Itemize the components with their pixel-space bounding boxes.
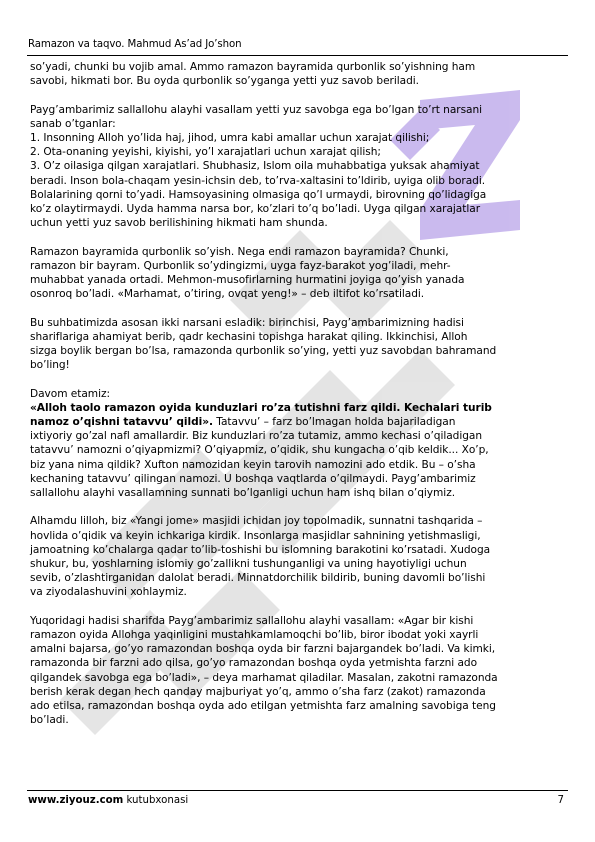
footer-credit [28, 795, 188, 806]
page-body [30, 60, 570, 742]
hadith-quote: «Alloh taolo ramazon oyida kunduzlari ro’za tutishni farz qildi. Kechalari turib [30, 401, 492, 414]
continue-label: Davom etamiz: [30, 387, 110, 400]
hadith-quote-end: namoz o’qishni tatavvu’ qildi». [30, 416, 213, 429]
page-number: 7 [557, 795, 564, 806]
paragraph: Payg’ambarimiz sallallohu alayhi vasallam yetti yuz savobga ega bo’lgan to’rt narsani sanab o’tganlar: 1. Insonning Alloh yo’lida haj, jihod, umra kabi amallar uchun xarajat qilishi; 2. Ota-onaning yeyishi, kiyishi, yo’l xarajatlari uchun xarajat qilish; 3. O’z oilasiga qilgan xarajatlari. Shubhasiz, Islom oila muhabbatiga yuksak ahamiyat beradi. Inson bola-chaqam yesin-ichsin deb, to’rva-xaltasini to’ldirib, uyiga olib boradi. Bolalarining qorni to’yadi. Hamsoyasining olmasiga qo’l urmaydi, birovning qo’lidagiga ko’z olaytirmaydi. Uyda hamma narsa bor, ko’zlari to’q bo’ladi. Uyga qilgan xarajatlar uchun yetti yuz savob berilishining hikmati ham shunda. [30, 103, 487, 230]
footer-rule [27, 790, 568, 791]
paragraph: so’yadi, chunki bu vojib amal. Ammo ramazon bayramida qurbonlik so’yishning ham savobi, hikmati bor. Bu oyda qurbonlik so’yganga yetti yuz savob beriladi. [30, 61, 476, 88]
footer-library-label: kutubxonasi [123, 795, 189, 806]
paragraph: Yuqoridagi hadisi sharifda Payg’ambarimiz sallallohu alayhi vasallam: «Agar bir kishi ramazon oyida Allohga yaqinligini mustahkamlamoqchi bo’lib, biror ibodat yoki xayrli amalni bajarsa, go’yo ramazondan boshqa oyda bir farzni bajargandek bo’ladi. Va kimki, ramazonda bir farzni ado qilsa, go’yo ramazondan boshqa oyda yetmishta farzni ado qilgandek savobga ega bo’ladi», – deya marhamat qiladilar. Masalan, zakotni ramazonda berish kerak degan hech qanday majburiyat yo’q, ammo o’sha farz (zakot) ramazonda ado etilsa, ramazondan boshqa oyda ado etilgan yetmishta farz amalning savobiga teng bo’ladi. [30, 614, 498, 727]
paragraph: Alhamdu lilloh, biz «Yangi jome» masjidi ichidan joy topolmadik, sunnatni tashqarida – hovlida o’qidik va keyin ichkariga kirdik. Insonlarga masjidlar sahnining yetishmasligi, jamoatning ko’chalarga qadar to’lib-toshishi bu islomning barakotini ko’rsatadi. Xudoga shukur, bu, yoshlarning islomiy go’zallikni tushunganligi va uning hayotiyligi uchun sevib, o’zlashtirganidan dalolat beradi. Minnatdorchilik bildirib, buning davomli bo’lishi va ziyodalashuvini xohlaymiz. [30, 515, 491, 599]
paragraph: Bu suhbatimizda asosan ikki narsani esladik: birinchisi, Payg’ambarimizning hadisi shariflariga ahamiyat berib, qadr kechasini topishga harakat qiling. Ikkinchisi, Alloh sizga boylik bergan bo’lsa, ramazonda qurbonlik so’ying, yetti yuz savobdan bahramand bo’ling! [30, 316, 497, 372]
footer-site-link[interactable]: www.ziyouz.com [28, 795, 124, 806]
paragraph: Ramazon bayramida qurbonlik so’yish. Nega endi ramazon bayramida? Chunki, ramazon bir bayram. Qurbonlik so’ydingizmi, uyga fayz-barakot yog’iladi, mehr- muhabbat yanada ortadi. Mehmon-musofirlarning hurmatini joyiga qo’yish yanada osonroq bo’ladi. «Marhamat, o’tiring, ovqat yeng!» – deb iltifot ko’rsatiladi. [30, 245, 465, 301]
header-rule [27, 55, 568, 56]
hadith-paragraph: Davom etamiz: «Alloh taolo ramazon oyida kunduzlari ro’za tutishni farz qildi. Kechalari turib namoz o’qishni tatavvu’ qildi». Tatavvu’ – farz bo’lmagan holda bajariladigan ixtiyoriy go’zal nafl amallardir. Biz kunduzlari ro’za tutamiz, ammo kechasi o’qiladigan tatavvu’ namozni o’qiyapmizmi? O’qiyapmiz, o’qidik, shu kungacha o’qib keldik... Xo’p, biz yana nima qildik? Xufton namozidan keyin tarovih namozini ado etdik. Bu – o’sha kechaning tatavvu’ qilingan namozi. U boshqa vaqtlarda o’qilmaydi. Payg’ambarimiz sallallohu alayhi vasallamning sunnati bo’lganligi uchun ham ishq bilan o’qiymiz. [30, 387, 570, 501]
running-header: Ramazon va taqvo. Mahmud As’ad Jo’shon [28, 39, 242, 50]
